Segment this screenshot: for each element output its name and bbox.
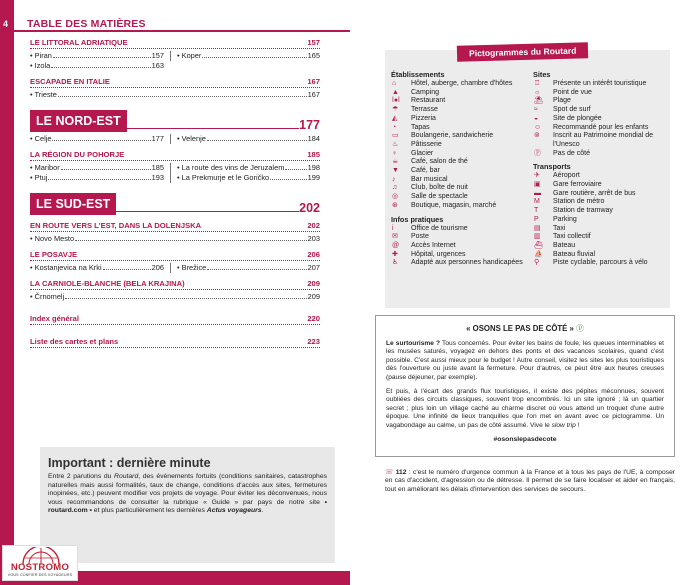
pictogram-icon: ▼ bbox=[392, 167, 399, 175]
toc-sub-posavje bbox=[30, 263, 320, 273]
picto-label: Parking bbox=[553, 215, 577, 223]
toc-section-page: 220 bbox=[307, 314, 320, 323]
picto-label: Présente un intérêt touristique bbox=[553, 80, 647, 87]
header-rule bbox=[14, 30, 350, 32]
picto-item bbox=[533, 259, 667, 268]
picto-col-left bbox=[391, 70, 533, 268]
picto-item bbox=[391, 132, 533, 141]
picto-item bbox=[391, 115, 533, 124]
logo-name: NOSTROMO bbox=[10, 562, 70, 573]
picto-item bbox=[391, 80, 533, 89]
toc-section-title: LA CARNIOLE-BLANCHE (BELA KRAJINA) bbox=[30, 279, 185, 288]
region-banner-sud-est[interactable] bbox=[30, 193, 320, 215]
osons-box bbox=[375, 315, 675, 457]
toc-section-posavje[interactable] bbox=[30, 250, 320, 261]
picto-label: Accès Internet bbox=[411, 241, 456, 249]
region-page: 202 bbox=[299, 201, 320, 215]
routard-link[interactable]: • routard.com • bbox=[48, 498, 327, 515]
picto-label: Bateau bbox=[553, 241, 576, 249]
pictogram-icon: ≈ bbox=[534, 106, 538, 114]
picto-label: Gare ferroviaire bbox=[553, 181, 602, 189]
region-title: LE SUD-EST bbox=[30, 193, 116, 215]
pictogram-icon: ♀ bbox=[392, 149, 398, 157]
picto-label: Plage bbox=[553, 97, 571, 105]
pictogram-icon: ♿ bbox=[392, 259, 399, 267]
pictogram-icon: ǀ●ǀ bbox=[392, 97, 400, 105]
picto-item bbox=[533, 225, 667, 234]
toc-entry[interactable]: • Kostanjevica na Krki 206 bbox=[30, 263, 164, 272]
toc-entry[interactable]: • Izola 163 bbox=[30, 61, 164, 70]
pictogram-icon: Ⓟ bbox=[534, 149, 541, 157]
pictogram-icon: ◭ bbox=[392, 114, 398, 122]
picto-item bbox=[391, 106, 533, 115]
region-rule bbox=[116, 211, 299, 212]
osons-paragraph-2: Et puis, à l'écart des grands flux touristiques, il existe des pépites méconnues, souvent oubliées des circuits classiques, souvent trop encombrés. Ici un site ignoré ; là un quartier secret ; plus loin un village caché au charme discret où vous attend un troquet d'une autre époque. Une infinité de lieux tranquilles que l'on met en avant avec ce pictogramme. Un vagabondage au calme, un pas de côté assumé. Vive le slow trip ! bbox=[386, 388, 664, 429]
picto-title: Pictogrammes du Routard bbox=[457, 42, 589, 61]
important-box bbox=[40, 447, 335, 563]
pictogram-icon: ▬ bbox=[534, 189, 541, 197]
left-accent-bar bbox=[0, 0, 14, 585]
toc-entry[interactable]: • Maribor 185 bbox=[30, 163, 164, 172]
picto-label: Hôpital, urgences bbox=[411, 250, 466, 258]
toc-section-title: EN ROUTE VERS L'EST, DANS LA DOLENJSKA bbox=[30, 221, 202, 230]
picto-item bbox=[533, 181, 667, 190]
pictogram-icon: ▭ bbox=[392, 132, 399, 140]
picto-label: Club, boîte de nuit bbox=[411, 184, 468, 192]
picto-item bbox=[391, 202, 533, 211]
picto-label: Camping bbox=[411, 88, 440, 96]
picto-label: Café, salon de thé bbox=[411, 158, 468, 166]
nostromo-logo bbox=[2, 545, 78, 581]
picto-item bbox=[391, 150, 533, 159]
toc-entry[interactable]: • La Prekmurje et le Goričko 199 bbox=[177, 173, 320, 182]
picto-heading: Infos pratiques bbox=[391, 214, 444, 224]
picto-item bbox=[533, 132, 667, 149]
picto-label: Poste bbox=[411, 233, 429, 241]
important-text: Entre 2 parutions du Routard, des événements fortuits (conditions sanitaires, catastrophes naturelles mais aussi formalités, taux de change, conditions d'accès aux sites, fermetures inopinées, etc.) peuvent modifier vos projets de voyage. Pour éviter les déconvenues, nous vous recommandons de consulter la rubrique « Guide » par pays de notre site • routard.com • et plus particulièrement les dernières Actus voyageurs. bbox=[48, 473, 327, 515]
picto-item bbox=[533, 97, 667, 106]
pictogram-icon: ▲ bbox=[392, 88, 399, 96]
pictogram-icon: ✚ bbox=[392, 250, 398, 258]
toc-entry[interactable]: • Velenje 184 bbox=[177, 134, 320, 143]
toc-section-pohorje[interactable] bbox=[30, 150, 320, 161]
region-page: 177 bbox=[299, 118, 320, 132]
toc-section-page: 206 bbox=[307, 250, 320, 259]
picto-label: Pas de côté bbox=[553, 149, 590, 157]
picto-label: Pizzeria bbox=[411, 114, 436, 122]
picto-label: Salle de spectacle bbox=[411, 193, 468, 201]
toc-entry[interactable]: • Koper 165 bbox=[177, 51, 320, 60]
picto-label: Glacier bbox=[411, 149, 434, 157]
picto-label: Tapas bbox=[411, 123, 430, 131]
toc-sub-dolenjska bbox=[30, 234, 320, 244]
osons-title: « OSONS LE PAS DE CÔTÉ » Ⓟ bbox=[466, 324, 584, 333]
picto-label: Terrasse bbox=[411, 106, 438, 114]
picto-item bbox=[533, 251, 667, 260]
toc-section-index[interactable] bbox=[30, 314, 320, 325]
picto-label: Bateau fluvial bbox=[553, 250, 596, 258]
pictogram-icon: ◒ bbox=[534, 114, 539, 122]
picto-label: Station de métro bbox=[553, 198, 605, 206]
picto-item bbox=[391, 193, 533, 202]
toc-section-carniole[interactable] bbox=[30, 279, 320, 290]
toc-section-cartes[interactable] bbox=[30, 337, 320, 348]
picto-heading: Établissements bbox=[391, 70, 445, 79]
important-title: Important : dernière minute bbox=[48, 456, 211, 470]
picto-item bbox=[533, 242, 667, 251]
pictogram-icon: ✉ bbox=[392, 233, 398, 241]
picto-item bbox=[533, 115, 667, 124]
pictogram-icon: ⛴ bbox=[534, 241, 543, 249]
page-number: 4 bbox=[3, 19, 9, 29]
picto-item bbox=[533, 172, 667, 181]
picto-item bbox=[533, 150, 667, 159]
pictogram-legend bbox=[385, 45, 670, 308]
region-banner-nord-est[interactable] bbox=[30, 110, 320, 132]
toc-section-page: 167 bbox=[307, 77, 320, 86]
picto-item bbox=[391, 141, 533, 150]
toc-section-page: 157 bbox=[307, 38, 320, 47]
picto-label: Office de tourisme bbox=[411, 224, 468, 232]
pictogram-icon: ☂ bbox=[392, 106, 399, 114]
toc-section-page: 185 bbox=[307, 150, 320, 159]
toc-section-title: ESCAPADE EN ITALIE bbox=[30, 77, 110, 86]
picto-item bbox=[533, 190, 667, 199]
picto-item bbox=[391, 225, 533, 234]
pictogram-icon: ⊛ bbox=[392, 201, 398, 209]
picto-label: Restaurant bbox=[411, 97, 446, 105]
pictogram-icon: i bbox=[392, 224, 394, 232]
picto-item bbox=[391, 97, 533, 106]
toc-section-title: LA RÉGION DU POHORJE bbox=[30, 150, 125, 159]
toc-entry[interactable]: • Novo Mesto 203 bbox=[30, 234, 320, 243]
picto-label: Bar musical bbox=[411, 175, 448, 183]
pictogram-icon: ♫ bbox=[392, 184, 398, 192]
pictogram-icon: @ bbox=[392, 241, 400, 249]
picto-item bbox=[533, 207, 667, 216]
toc-entry[interactable]: • Celje 177 bbox=[30, 134, 164, 143]
pictogram-icon: ☼ bbox=[534, 88, 541, 96]
picto-label: Inscrit au Patrimoine mondial de l'Unesco bbox=[553, 132, 653, 148]
page-title: TABLE DES MATIÈRES bbox=[27, 18, 146, 30]
picto-item bbox=[391, 259, 533, 268]
pictogram-icon: ⛵ bbox=[534, 250, 543, 258]
picto-label: Spot de surf bbox=[553, 106, 591, 114]
pictogram-icon: ⚲ bbox=[534, 259, 540, 267]
pictogram-icon: ◔ bbox=[392, 123, 397, 131]
picto-label: Site de plongée bbox=[553, 114, 602, 122]
picto-item bbox=[533, 89, 667, 98]
toc-entry[interactable]: • Trieste 167 bbox=[30, 90, 320, 99]
globe-icon bbox=[19, 547, 63, 565]
toc-sub-nord-est bbox=[30, 134, 320, 144]
picto-heading: Transports bbox=[533, 162, 571, 172]
toc-section-title: Index général bbox=[30, 314, 79, 323]
toc-entry[interactable]: • Brežice 207 bbox=[177, 263, 320, 272]
osons-hashtag: #osonslepasdecote bbox=[493, 436, 557, 444]
pictogram-icon: ⛱ bbox=[534, 97, 543, 105]
region-title: LE NORD-EST bbox=[30, 110, 127, 132]
picto-item bbox=[533, 124, 667, 133]
toc-sub-littoral bbox=[30, 51, 320, 71]
pictogram-icon: M bbox=[534, 198, 540, 206]
osons-paragraph-1: Le surtourisme ? Tous concernés. Pour éviter les bains de foule, les queues interminables et les musées saturés, voyagez en dehors des ponts et des vacances scolaires, quand c'est possible. C'est aussi mieux pour le budget ! Autre conseil, visitez les sites les plus touristiques dès l'ouverture ou juste avant la fermeture. Pour d'autres, ce peut être aux heures creuses (pause déjeuner, par exemple). bbox=[386, 340, 664, 381]
toc-section-escapade[interactable] bbox=[30, 77, 320, 88]
pictogram-icon: ☕ bbox=[392, 158, 399, 166]
toc-entry[interactable]: • Ptuj 193 bbox=[30, 173, 164, 182]
pictogram-icon: ▥ bbox=[534, 233, 541, 241]
toc-sub-carniole bbox=[30, 292, 320, 302]
toc-entry[interactable]: • La route des vins de Jeruzalem 198 bbox=[177, 163, 320, 172]
pictogram-icon: ▣ bbox=[534, 181, 541, 189]
picto-item bbox=[533, 216, 667, 225]
picto-label: Recommandé pour les enfants bbox=[553, 123, 649, 131]
logo-tagline: VOUS CONFIER DES VOYAGEURS bbox=[7, 573, 73, 577]
picto-item bbox=[391, 251, 533, 260]
pictogram-icon: ♨ bbox=[392, 140, 399, 148]
toc-entry[interactable]: • Črnomelj 209 bbox=[30, 292, 320, 301]
toc-section-title: LE POSAVJE bbox=[30, 250, 78, 259]
toc-section-title: LE LITTORAL ADRIATIQUE bbox=[30, 38, 128, 47]
picto-label: Aéroport bbox=[553, 172, 580, 180]
toc-sub-pohorje bbox=[30, 163, 320, 183]
picto-item bbox=[533, 198, 667, 207]
phone-icon: ☏ bbox=[385, 469, 394, 476]
picto-item bbox=[533, 80, 667, 89]
pictogram-icon: ⌂ bbox=[392, 80, 397, 87]
toc-sub-escapade bbox=[30, 90, 320, 100]
toc-section-page: 202 bbox=[307, 221, 320, 230]
pictogram-icon: ⊚ bbox=[534, 132, 540, 140]
picto-label: Café, bar bbox=[411, 167, 440, 175]
toc-section-page: 209 bbox=[307, 279, 320, 288]
picto-item bbox=[533, 106, 667, 115]
picto-item bbox=[391, 89, 533, 98]
picto-item bbox=[391, 167, 533, 176]
picto-label: Adapté aux personnes handicapées bbox=[411, 259, 523, 267]
picto-item bbox=[533, 233, 667, 242]
picto-label: Boulangerie, sandwicherie bbox=[411, 132, 494, 140]
toc-section-dolenjska[interactable] bbox=[30, 221, 320, 232]
picto-item bbox=[391, 158, 533, 167]
picto-label: Taxi bbox=[553, 224, 566, 232]
urgence-note: ☏ 112 : c'est le numéro d'urgence commun à la France et à tous les pays de l'UE, à composer en cas d'accident, d'agression ou de détresse. Il permet de se faire localiser et aider en français, tout en améliorant les délais d'intervention des services de secours. bbox=[385, 469, 676, 493]
picto-item bbox=[391, 233, 533, 242]
picto-item bbox=[391, 242, 533, 251]
picto-item bbox=[391, 184, 533, 193]
picto-label: Taxi collectif bbox=[553, 233, 591, 241]
picto-label: Station de tramway bbox=[553, 207, 613, 215]
picto-item bbox=[391, 176, 533, 185]
picto-label: Point de vue bbox=[553, 88, 592, 96]
picto-col-right bbox=[533, 70, 667, 268]
picto-label: Pâtisserie bbox=[411, 140, 442, 148]
pictogram-icon: ♪ bbox=[392, 175, 396, 183]
pictogram-icon: ☺ bbox=[534, 123, 542, 131]
table-of-contents bbox=[30, 38, 320, 348]
toc-section-title: Liste des cartes et plans bbox=[30, 337, 119, 346]
region-rule bbox=[127, 128, 299, 129]
pictogram-icon: ✈ bbox=[534, 172, 540, 180]
toc-section-littoral[interactable] bbox=[30, 38, 320, 49]
pictogram-icon: P bbox=[534, 215, 539, 223]
picto-label: Gare routière, arrêt de bus bbox=[553, 189, 636, 197]
picto-label: Piste cyclable, parcours à vélo bbox=[553, 259, 648, 267]
picto-item bbox=[391, 124, 533, 133]
picto-label: Hôtel, auberge, chambre d'hôtes bbox=[411, 80, 513, 87]
toc-section-page: 223 bbox=[307, 337, 320, 346]
pictogram-icon: ▤ bbox=[534, 224, 541, 232]
picto-heading: Sites bbox=[533, 70, 551, 79]
pictogram-icon: T bbox=[534, 207, 539, 215]
leaf-icon: Ⓟ bbox=[576, 324, 584, 333]
picto-label: Boutique, magasin, marché bbox=[411, 201, 497, 209]
pictogram-icon: ◎ bbox=[392, 193, 399, 201]
pictogram-icon: ♖ bbox=[534, 80, 541, 87]
toc-entry[interactable]: • Piran 157 bbox=[30, 51, 164, 60]
